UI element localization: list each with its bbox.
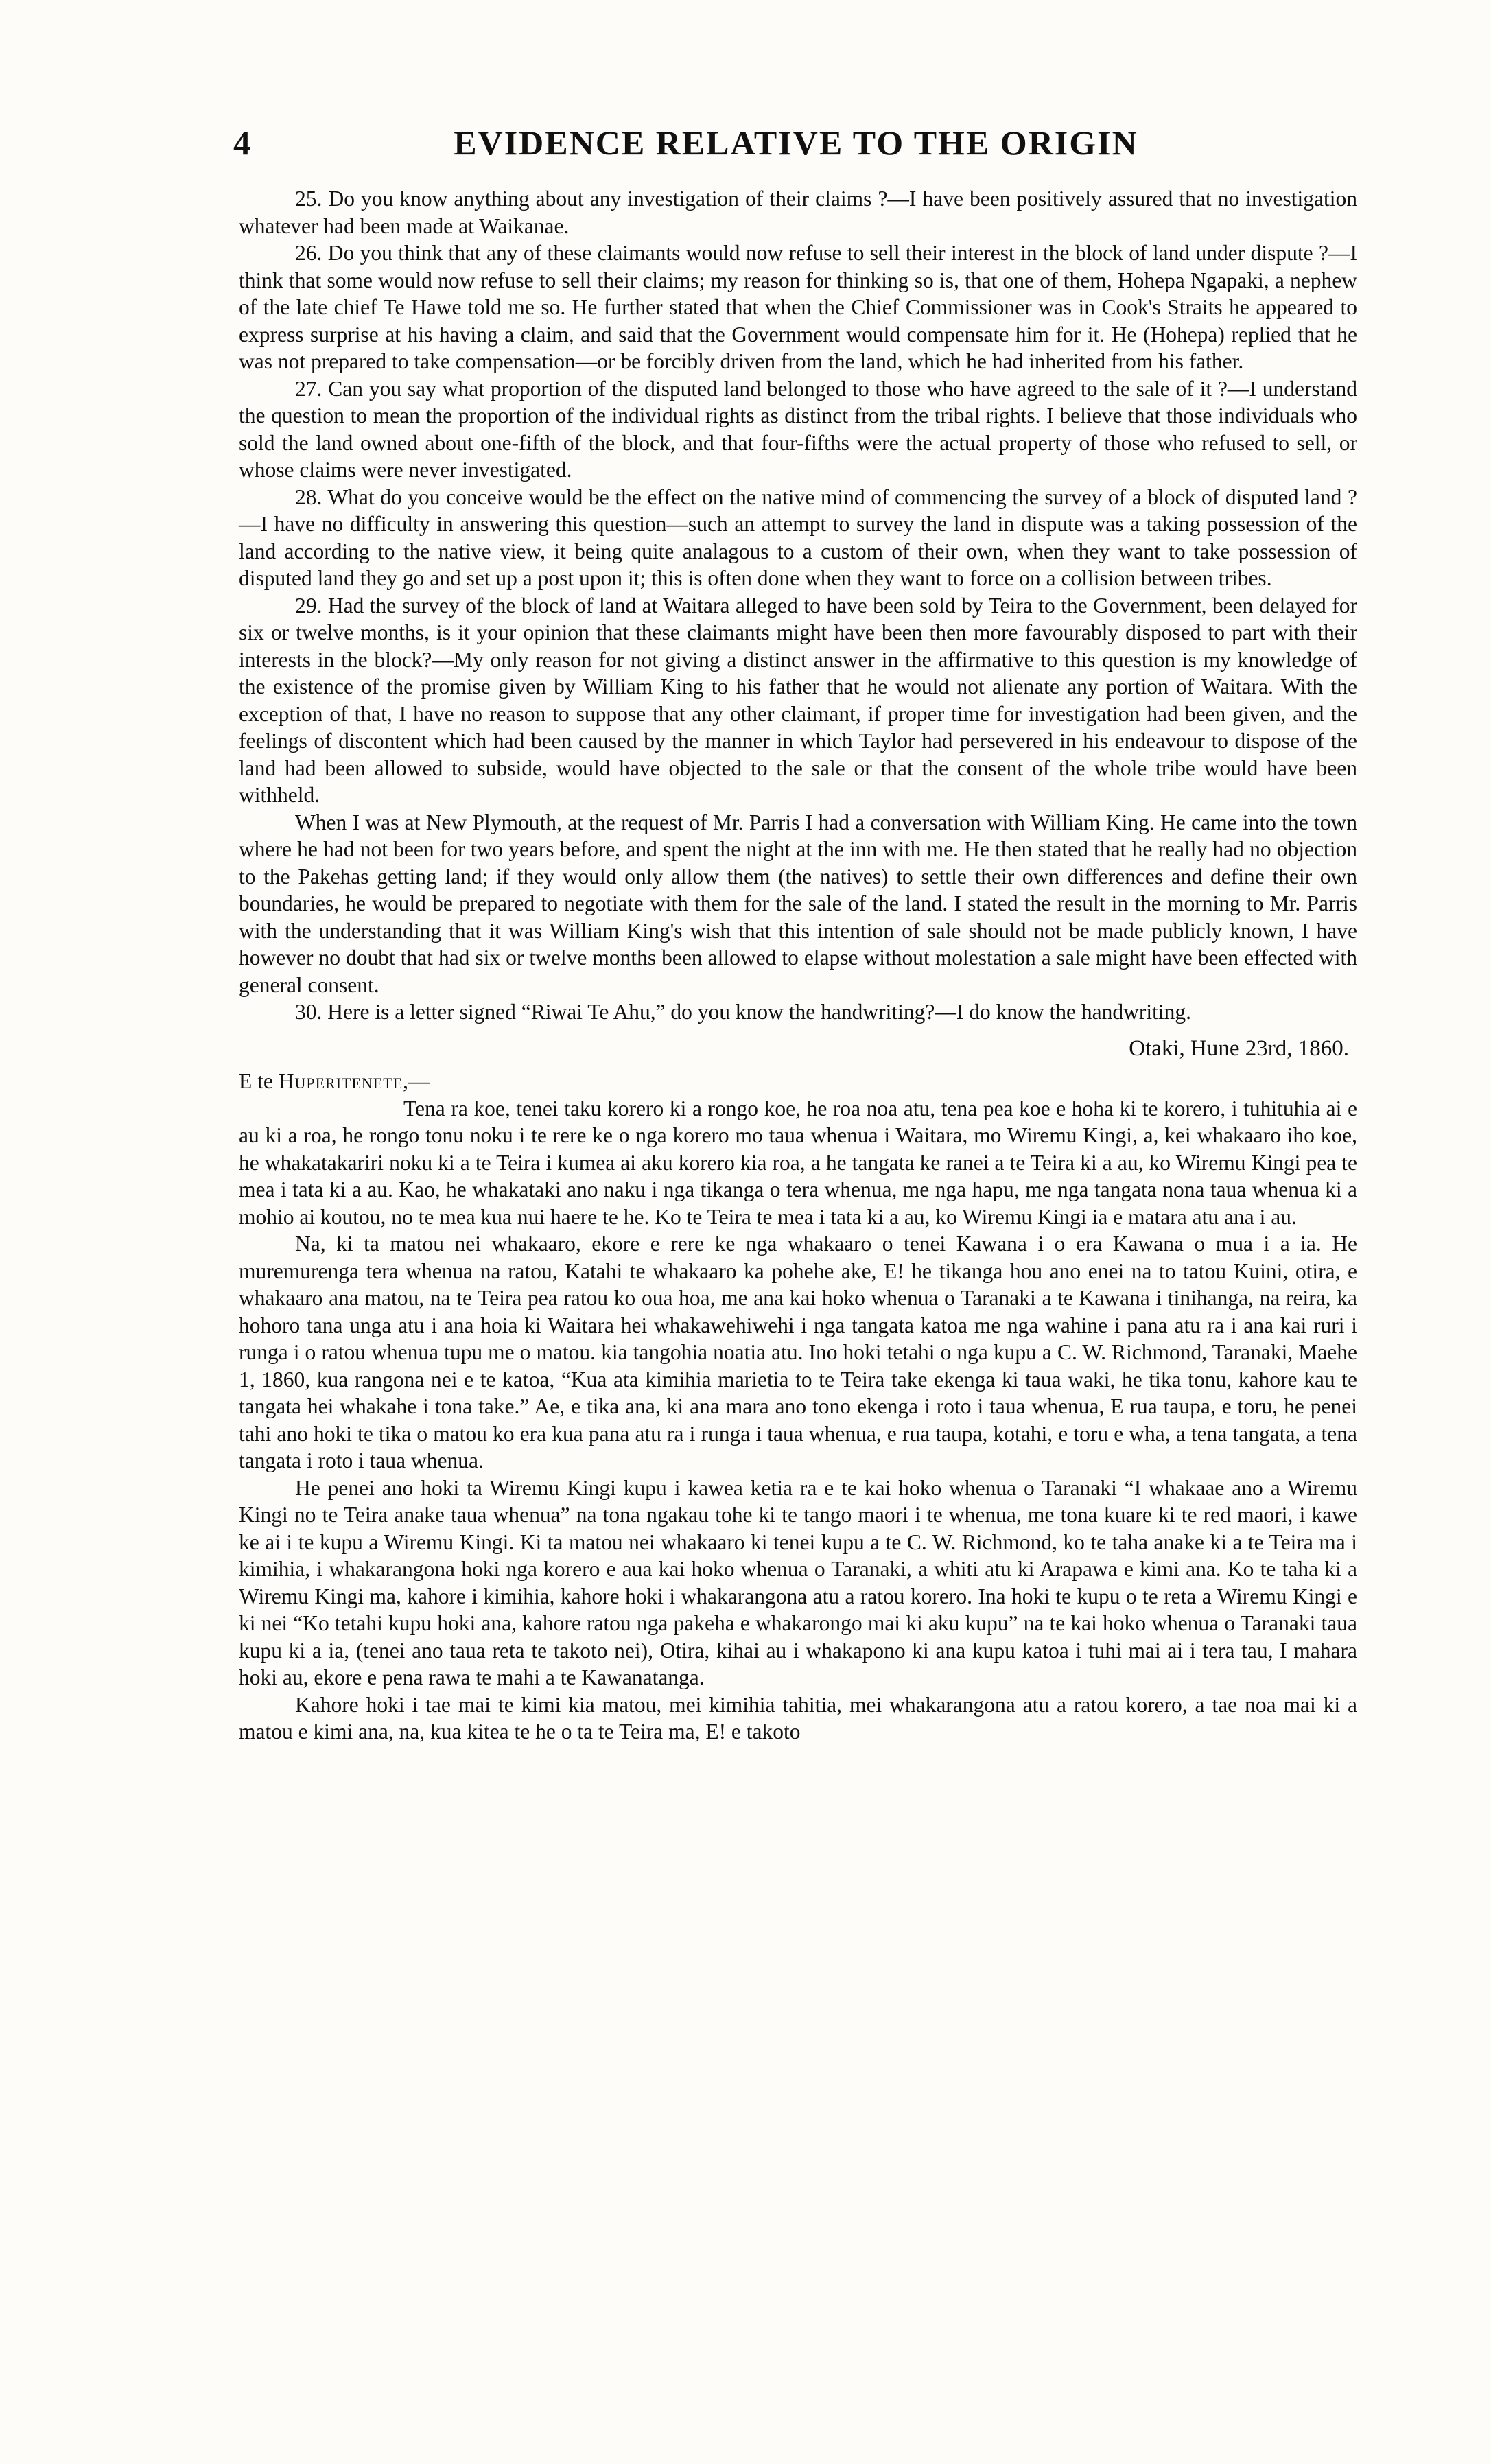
salutation-suffix: ,— <box>403 1069 430 1093</box>
document-body <box>239 185 1357 1746</box>
salutation-name: Huperitenete <box>278 1069 403 1093</box>
letter-body <box>239 1095 1357 1746</box>
evidence-paragraph: When I was at New Plymouth, at the request of Mr. Parris I had a conversation with William King. He came into the town where he had not been for two years before, and spent the night at the inn with me. He then stated that he really had no objection to the Pakehas getting land; if they would only allow them (the natives) to settle their own differences and define their own boundaries, he would be prepared to negotiate with them for the sale of the land. I stated the result in the morning to Mr. Parris with the understanding that it was William King's wish that this intention of sale should not be made publicly known, I have however no doubt that had six or twelve months been allowed to elapse without molestation a sale might have been effected with general consent. <box>239 810 1357 997</box>
letter-paragraph: Kahore hoki i tae mai te kimi kia matou, mei kimihia tahitia, mei whakarangona atu a ratou korero, a tae noa mai ki a matou e kimi ana, na, kua kitea te he o ta te Teira ma, E! e takoto <box>239 1692 1357 1744</box>
letter-paragraph: He penei ano hoki ta Wiremu Kingi kupu i kawea ketia ra e te kai hoko whenua o Taranaki “I whakaae ano a Wiremu Kingi no te Teira anake taua whenua” na tona ngakau tohe ki te tango maori i te whenua, me tona kuare ki te red maori, i kawe ke ai i te kupu a Wiremu Kingi. Ki ta matou nei whakaaro ki tenei kupu a te C. W. Richmond, ko te taha anake ki a te Teira ma i kimihia, i whakarangona hoki nga korero e aua kai hoko whenua o Taranaki, a whiti atu ki Arapawa e kimi ana. Ko te taha ki a Wiremu Kingi ma, kahore i kimihia, kahore hoki i whakarangona atu a ratou korero. Ina hoki te kupu o te reta a Wiremu Kingi e ki nei “Ko tetahi kupu hoki ana, kahore ratou nga pakeha e whakarongo mai ki aku kupu” na te kai hoko whenua o Taranaki taua kupu ki a ia, (tenei ano taua reta te takoto nei), Otira, kihai au i whakapono ki ana kupu katoa i tuhi mai ai i tera tau, I mahara hoki au, ekore e pena rawa te mahi a te Kawanatanga. <box>239 1475 1357 1689</box>
evidence-paragraph: 30. Here is a letter signed “Riwai Te Ahu,” do you know the handwriting?—I do know the handwriting. <box>295 1000 1191 1024</box>
page-header <box>233 115 1359 170</box>
evidence-paragraph: 25. Do you know anything about any investigation of their claims ?—I have been positively assured that no investigation whatever had been made at Waikanae. <box>239 187 1357 238</box>
evidence-paragraph: 26. Do you think that any of these claimants would now refuse to sell their interest in the block of land under dispute ?—I think that some would now refuse to sell their claims; my reason for thinking so is, that one of them, Hohepa Ngapaki, a nephew of the late chief Te Hawe told me so. He further stated that when the Chief Commissioner was in Cook's Straits he appeared to express surprise at his having a claim, and said that the Government would compensate him for it. He (Hohepa) replied that he was not prepared to take compensation—or be forcibly driven from the land, which he had inherited from his father. <box>239 241 1357 373</box>
letter-dateline: Otaki, Hune 23rd, 1860. <box>1129 1035 1349 1061</box>
page-number: 4 <box>233 124 250 162</box>
running-title: EVIDENCE RELATIVE TO THE ORIGIN <box>454 124 1138 162</box>
evidence-paragraph: 27. Can you say what proportion of the disputed land belonged to those who have agreed to the sale of it ?—I understand the question to mean the proportion of the individual rights as distinct from the tribal rights. I believe that those individuals who sold the land owned about one-fifth of the block, and that four-fifths were the actual property of those who refused to sell, or whose claims were never investigated. <box>239 376 1357 482</box>
letter-paragraph: Tena ra koe, tenei taku korero ki a rongo koe, he roa noa atu, tena pea koe e hoha ki te korero, i tuhituhia ai e au ki a roa, he rongo tonu noku i te rere ke o nga korero mo taua whenua i Waitara, mo Wiremu Kingi, a, kei whakaaro iho koe, he whakatakariri noku ki a te Teira i kumea ai aku korero kia roa, a he tangata ke ranei a te Teira ki a au, ko Wiremu Kingi pea te mea i tata ki a au. Kao, he whakataki ano naku i nga tikanga o tera whenua, me nga hapu, me nga tangata nona taua whenua ki a mohio ai koutou, no te mea kua nui haere te he. Ko te Teira te mea i tata ki a au, ko Wiremu Kingi ia e matara atu ana i au. <box>239 1096 1357 1229</box>
evidence-paragraph: 29. Had the survey of the block of land at Waitara alleged to have been sold by Teira to the Government, been delayed for six or twelve months, is it your opinion that these claimants might have been then more favourably disposed to part with their interests in the block?—My only reason for not giving a distinct answer in the affirmative to this question is my knowledge of the existence of the promise given by William King to his father that he would not alienate any portion of Waitara. With the exception of that, I have no reason to suppose that any other claimant, if proper time for investigation had been given, and the feelings of discontent which had been caused by the manner in which Taylor had persevered in his endeavour to dispose of the land had been allowed to subside, would have objected to the sale or that the consent of the whole tribe would have been withheld. <box>239 593 1357 807</box>
letter-salutation <box>239 1068 1357 1095</box>
salutation-prefix: E te <box>239 1069 279 1093</box>
evidence-paragraph: 28. What do you conceive would be the effect on the native mind of commencing the survey of a block of disputed land ?—I have no difficulty in answering this question—such an attempt to survey the land in dispute was a taking possession of the land according to the native view, it being quite analagous to a custom of their own, when they want to take possession of disputed land they go and set up a post upon it; this is often done when they want to force on a collision between tribes. <box>239 484 1357 590</box>
letter-paragraph: Na, ki ta matou nei whakaaro, ekore e rere ke nga whakaaro o tenei Kawana i o era Kawana o mua i a ia. He muremurenga tera whenua na ratou, Katahi te whakaaro ka pohehe ake, E! he tikanga hou ano enei na to tatou Kuini, otira, e whakaaro ana matou, na te Teira pea ratou ko oua hoa, me ana kai hoko whenua o Taranaki a te Kawana i tinihanga, na reira, ka hohoro tana unga atu i ana hoia ki Waitara hei whakawehiwehi i nga tangata katoa me nga wahine i pana atu ra i ana kai ruri i runga i o ratou whenua tupu me o matou. kia tangohia noatia atu. Ino hoki tetahi o nga kupu a C. W. Richmond, Taranaki, Maehe 1, 1860, kua rangona nei e te katoa, “Kua ata kimihia marietia to te Teira take ekenga ki taua waki, he tika tonu, kahore kau te tangata hei whakahe i tona take.” Ae, e tika ana, ki ana mara ano tono ekenga i roto i taua whenua, E rua taupa, e toru, he penei tahi ano hoki te tika o matou ko era kua pana atu ra i runga i taua whenua, e rua taupa, kotahi, e toru e wha, a tena tangata, a tena tangata i roto i taua whenua. <box>239 1232 1357 1472</box>
